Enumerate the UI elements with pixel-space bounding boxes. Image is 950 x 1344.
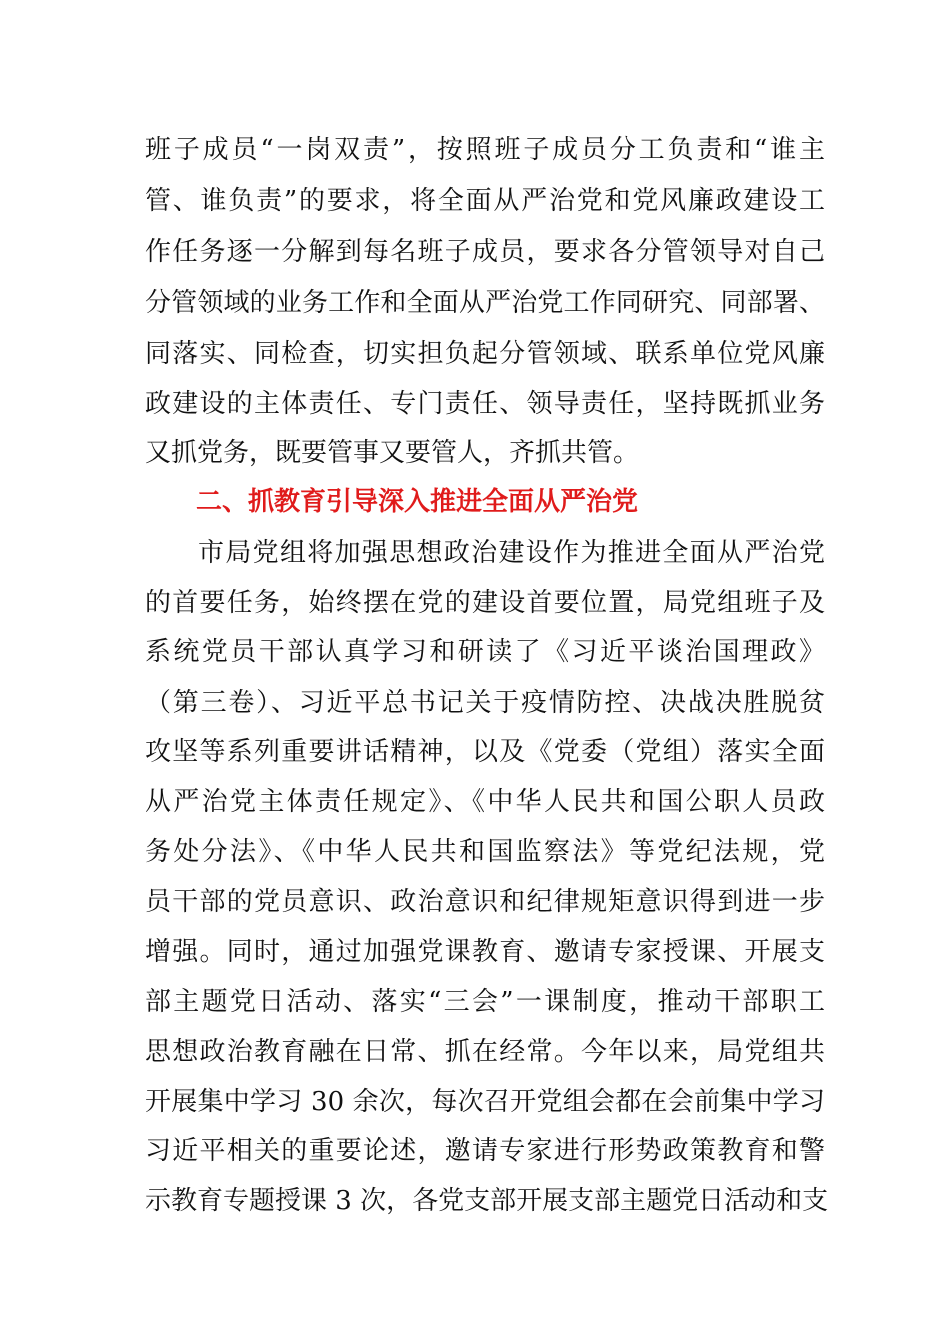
paragraph-line: 分管领域的业务工作和全面从严治党工作同研究、同部署、 bbox=[145, 288, 825, 318]
paragraph-line: 的首要任务，始终摆在党的建设首要位置，局党组班子及 bbox=[145, 588, 825, 618]
paragraph-line: 班子成员“一岗双责”，按照班子成员分工负责和“谁主 bbox=[145, 135, 825, 165]
paragraph-line: 政建设的主体责任、专门责任、领导责任，坚持既抓业务 bbox=[145, 389, 825, 419]
paragraph-line: 开展集中学习 30 余次，每次召开党组会都在会前集中学习 bbox=[145, 1087, 825, 1117]
paragraph-line: 从严治党主体责任规定》、《中华人民共和国公职人员政 bbox=[145, 787, 825, 817]
paragraph-line: 又抓党务，既要管事又要管人，齐抓共管。 bbox=[145, 438, 640, 468]
paragraph-line: 习近平相关的重要论述，邀请专家进行形势政策教育和警 bbox=[145, 1136, 825, 1166]
paragraph-line: 攻坚等系列重要讲话精神，以及《党委（党组）落实全面 bbox=[145, 737, 825, 767]
paragraph-line: 示教育专题授课 3 次，各党支部开展支部主题党日活动和支 bbox=[145, 1186, 829, 1216]
paragraph-line: 管、谁负责”的要求，将全面从严治党和党风廉政建设工 bbox=[145, 186, 825, 216]
paragraph-line: 部主题党日活动、落实“三会”一课制度，推动干部职工 bbox=[145, 987, 825, 1017]
paragraph-line: （第三卷）、习近平总书记关于疫情防控、决战决胜脱贫 bbox=[145, 688, 825, 718]
paragraph-line: 员干部的党员意识、政治意识和纪律规矩意识得到进一步 bbox=[145, 887, 825, 917]
section-heading: 二、抓教育引导深入推进全面从严治党 bbox=[196, 487, 639, 517]
paragraph-line: 市局党组将加强思想政治建设作为推进全面从严治党 bbox=[198, 538, 825, 568]
paragraph-line: 作任务逐一分解到每名班子成员，要求各分管领导对自己 bbox=[145, 237, 825, 267]
paragraph-line: 思想政治教育融在日常、抓在经常。今年以来，局党组共 bbox=[145, 1037, 825, 1067]
paragraph-line: 务处分法》、《中华人民共和国监察法》等党纪法规，党 bbox=[145, 837, 825, 867]
paragraph-line: 系统党员干部认真学习和研读了《习近平谈治国理政》 bbox=[145, 637, 825, 667]
paragraph-line: 同落实、同检查，切实担负起分管领域、联系单位党风廉 bbox=[145, 339, 825, 369]
paragraph-line: 增强。同时，通过加强党课教育、邀请专家授课、开展支 bbox=[145, 937, 825, 967]
